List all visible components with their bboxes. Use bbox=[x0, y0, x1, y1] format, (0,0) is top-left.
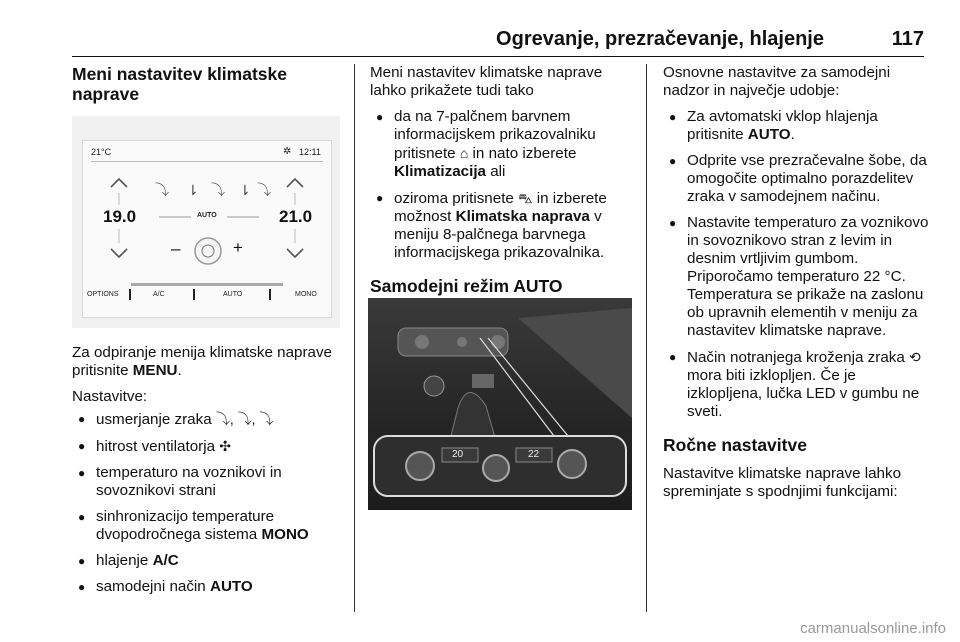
options-button[interactable]: OPTIONS bbox=[87, 291, 119, 298]
column-1-text bbox=[72, 344, 342, 604]
svg-text:⇂: ⇂ bbox=[239, 183, 251, 199]
list-item: ● hlajenje A/C bbox=[72, 552, 342, 570]
svg-text:⤵: ⤵ bbox=[211, 183, 225, 199]
page-header bbox=[72, 28, 924, 57]
right-temp-up-chevron-icon bbox=[287, 179, 303, 187]
alt-menu-list bbox=[370, 108, 634, 262]
left-temp-down-chevron-icon bbox=[111, 249, 127, 257]
list-item: ● sinhronizacijo temperature dvopodročnega sistema MONO bbox=[72, 508, 342, 544]
fan-knob-icon bbox=[195, 238, 221, 264]
gear-icon: ✲ bbox=[283, 146, 292, 157]
column-3 bbox=[663, 64, 929, 509]
column-divider-2 bbox=[646, 64, 647, 612]
settings-list bbox=[72, 410, 342, 596]
list-item: ● hitrost ventilatorja ✣ bbox=[72, 437, 342, 456]
auto-intro: Osnovne nastavitve za samodejni nadzor in največje udobje: bbox=[663, 64, 891, 99]
fan-plus-button[interactable]: + bbox=[233, 238, 243, 257]
alt-menu-intro: Meni nastavitev klimatske naprave lahko prikažete tudi tako bbox=[370, 64, 603, 99]
left-temp-display: 20 bbox=[452, 449, 464, 460]
list-item: ● usmerjanje zraka ⤵, ⤵, ⤵ bbox=[72, 410, 342, 429]
left-temp-knob-icon bbox=[406, 452, 434, 480]
list-item: ● samodejni način AUTO bbox=[72, 578, 342, 596]
bottom-bar bbox=[131, 283, 283, 286]
menu-intro: Za odpiranje menija klimatske naprave pritisnite MENU. bbox=[72, 344, 333, 379]
auto-button[interactable]: AUTO bbox=[223, 291, 243, 298]
auto-list bbox=[663, 108, 929, 421]
column-2 bbox=[370, 64, 634, 306]
air-distribution-icon: ⤵, ⤵, ⤵ bbox=[215, 411, 274, 427]
climate-screen-graphics bbox=[83, 141, 331, 317]
home-icon: ⌂ bbox=[459, 145, 469, 161]
left-temp-up-chevron-icon bbox=[111, 179, 127, 187]
settings-label: Nastavitve: bbox=[72, 388, 148, 405]
section-heading-climate-menu: Meni nastavitev klimatske naprave bbox=[72, 64, 287, 104]
mono-button[interactable]: MONO bbox=[295, 291, 317, 298]
right-temp-knob-icon bbox=[558, 450, 586, 478]
right-temp-display: 22 bbox=[528, 449, 540, 460]
climate-screen bbox=[82, 140, 332, 318]
page-title: Ogrevanje, prezračevanje, hlajenje bbox=[496, 28, 824, 50]
left-temperature: 19.0 bbox=[103, 207, 137, 226]
list-item: ● Način notranjega kroženja zraka ⟲ mora biti izklopljen. Če je izklopljena, lučka LED v gumbu ne sveti. bbox=[663, 348, 929, 421]
page-number: 117 bbox=[891, 28, 924, 50]
fan-icon: ✣ bbox=[219, 438, 231, 454]
column-divider-1 bbox=[354, 64, 355, 612]
svg-text:⤵: ⤵ bbox=[257, 183, 271, 199]
climate-control-drawing bbox=[368, 298, 632, 510]
outside-temperature: 21°C bbox=[91, 147, 112, 157]
ac-button[interactable]: A/C bbox=[153, 291, 165, 298]
list-item: ● Odprite vse prezračevalne šobe, da omogočite optimalno porazdelitev zraka v samodejnem načinu. bbox=[663, 152, 929, 206]
recirculation-icon: ⟲ bbox=[909, 349, 921, 365]
list-item: ● temperaturo na voznikovi in sovoznikovi strani bbox=[72, 464, 342, 500]
svg-text:⤵: ⤵ bbox=[155, 183, 169, 199]
section-heading-auto: Samodejni režim AUTO bbox=[370, 276, 563, 296]
column-1 bbox=[72, 64, 342, 114]
climate-screen-figure bbox=[72, 116, 340, 328]
manual-intro: Nastavitve klimatske naprave lahko spreminjate s spodnjimi funkcijami: bbox=[663, 465, 902, 500]
list-item: ● Nastavite temperaturo za voznikovo in sovoznikovo stran z levim in desnim vrtljivim gumbom. Priporočamo temperaturo 22 °C. Temperatura se prikaže na zaslonu ob upravnih elementih v meniju za nastavitev klimatske naprave. bbox=[663, 214, 929, 340]
list-item: ● da na 7-palčnem barvnem informacijskem prikazovalniku pritisnete ⌂ in nato izberete Klimatizacija ali bbox=[370, 108, 634, 181]
list-item: ● oziroma pritisnete ⛍ in izberete možnost Klimatska naprava v meniju 8-palčnega barvnega informacijskega prikazovalnika. bbox=[370, 189, 634, 262]
clock: 12:11 bbox=[299, 147, 321, 157]
fan-knob-icon bbox=[483, 455, 509, 481]
right-temp-down-chevron-icon bbox=[287, 249, 303, 257]
air-distribution-icons bbox=[155, 183, 271, 199]
car-icon: ⛍ bbox=[518, 190, 533, 206]
section-heading-manual: Ročne nastavitve bbox=[663, 435, 807, 455]
climate-control-photo bbox=[368, 298, 632, 510]
right-temperature: 21.0 bbox=[279, 207, 313, 226]
auto-mode-label: AUTO bbox=[197, 212, 217, 219]
list-item: ● Za avtomatski vklop hlajenja pritisnite AUTO. bbox=[663, 108, 929, 144]
watermark: carmanualsonline.info bbox=[800, 620, 946, 637]
fan-minus-button[interactable]: – bbox=[171, 239, 181, 258]
svg-text:⇂: ⇂ bbox=[187, 183, 199, 199]
